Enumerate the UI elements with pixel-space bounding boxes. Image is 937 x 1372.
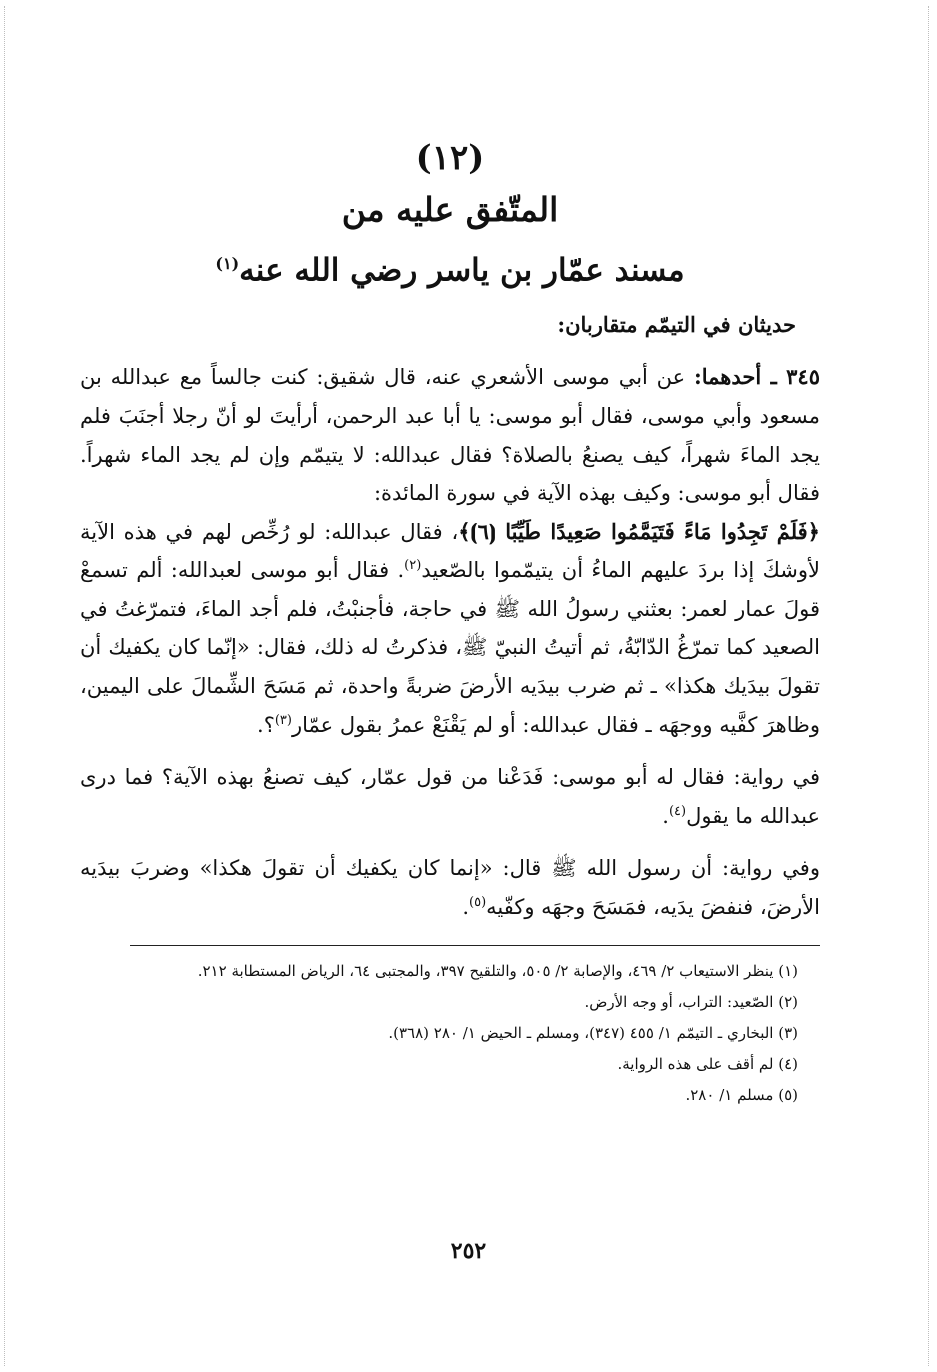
footnote-3: (٣) البخاري ـ التيمّم ١/ ٤٥٥ (٣٤٧)، ومسلم ـ الحيض ١/ ٢٨٠ (٣٦٨).: [388, 1023, 798, 1042]
riwaya-1-text: في رواية: فقال له أبو موسى: فَدَعْنا من قول عمّار، كيف تصنعُ بهذه الآية؟ فما درى عبدالله ما يقول: [80, 765, 820, 828]
hadith-paragraph: [80, 358, 820, 744]
hadith-text-part3: . فقال أبو موسى لعبدالله: ألم تسمعْ قولَ عمار لعمر: بعثني رسولُ الله ﷺ في حاجة، فأجنبْتُ، فلم أجد الماءَ، فتمرّغتُ في الصعيد كما تمرّغُ الدّابّةُ، ثم أتيتُ النبيّ ﷺ، فذكرتُ له ذلك، فقال: «إنّما كان يكفيك أن تقولَ بيدَيك هكذا» ـ ثم ضرب بيدَيه الأرضَ ضربةً واحدة، ثم مَسَحَ الشِّمالَ على اليمين، وظاهرَ كفَّيه ووجهَه ـ فقال عبدالله: أو لم يَقْنَعْ عمرُ بقول عمّار: [80, 558, 820, 737]
page-number: ٢٥٢: [450, 1238, 487, 1264]
footnote-ref-1: (١): [215, 254, 240, 273]
chapter-number: (١٢): [415, 138, 485, 178]
riwaya-1-end: .: [662, 803, 669, 828]
footnote-ref-4: (٤): [668, 803, 687, 819]
hadith-text-part1: عن أبي موسى الأشعري عنه، قال شقيق: كنت جالساً مع عبدالله بن مسعود وأبي موسى، فقال أبو موسى: يا أبا عبد الرحمن، أرأيتَ لو أنّ رجلا أجنَبَ فلم يجد الماءَ شهراً، كيف يصنعُ بالصلاة؟ فقال عبدالله: لا يتيمّم وإن لم يجد الماء شهراً. فقال أبو موسى: وكيف بهذه الآية في سورة المائدة:: [80, 365, 820, 506]
footnote-5: (٥) مسلم ١/ ٢٨٠.: [685, 1085, 798, 1104]
footnotes-list: [80, 956, 820, 1111]
riwaya-paragraph-1: [80, 758, 820, 835]
riwaya-paragraph-2: [80, 849, 820, 926]
hadith-text-part2: ، فقال عبدالله: لو رُخِّص لهم في هذه الآية لأوشكَ إذا بردَ عليهم الماءُ أن يتيمّموا بالصّعيد: [80, 519, 820, 583]
footnote-4: (٤) لم أقف على هذه الرواية.: [617, 1054, 798, 1073]
book-page: [80, 110, 820, 1111]
chapter-title-text: مسند عمّار بن ياسر رضي الله عنه: [239, 252, 685, 289]
hadith-number: ٣٤٥ ـ أحدهما:: [693, 364, 820, 390]
hadith-text-part4: ؟.: [257, 712, 275, 737]
riwaya-2-end: .: [462, 895, 469, 920]
footnote-ref-2: (٢): [404, 558, 422, 574]
footnote-ref-5: (٥): [469, 895, 487, 911]
footnote-1: (١) ينظر الاستيعاب ٢/ ٤٦٩، والإصابة ٢/ ٥٠٥، والتلقيح ٣٩٧، والمجتبى ٦٤، الرياض المستطابة ٢١٢.: [197, 961, 798, 980]
riwaya-2-text: وفي رواية: أن رسول الله ﷺ قال: «إنما كان يكفيك أن تقولَ هكذا» وضربَ بيدَيه الأرضَ، فنفضَ يدَيه، فمَسَحَ وجهَه وكفّيه: [80, 856, 820, 920]
intro-heading: حديثان في التيمّم متقاربان:: [557, 312, 796, 338]
quran-verse: ﴿فَلَمْ تَجِدُوا مَاءً فَتَيَمَّمُوا صَعِيدًا طَيِّبًا ⦗٦⦘﴾: [458, 518, 820, 544]
footnote-ref-3: (٣): [274, 712, 292, 728]
chapter-title-line2: [80, 236, 820, 298]
footnote-divider: [130, 945, 820, 946]
footnote-2: (٢) الصّعيد: التراب، أو وجه الأرض.: [584, 992, 798, 1011]
chapter-title-line1: المتّفق عليه من: [341, 190, 559, 229]
